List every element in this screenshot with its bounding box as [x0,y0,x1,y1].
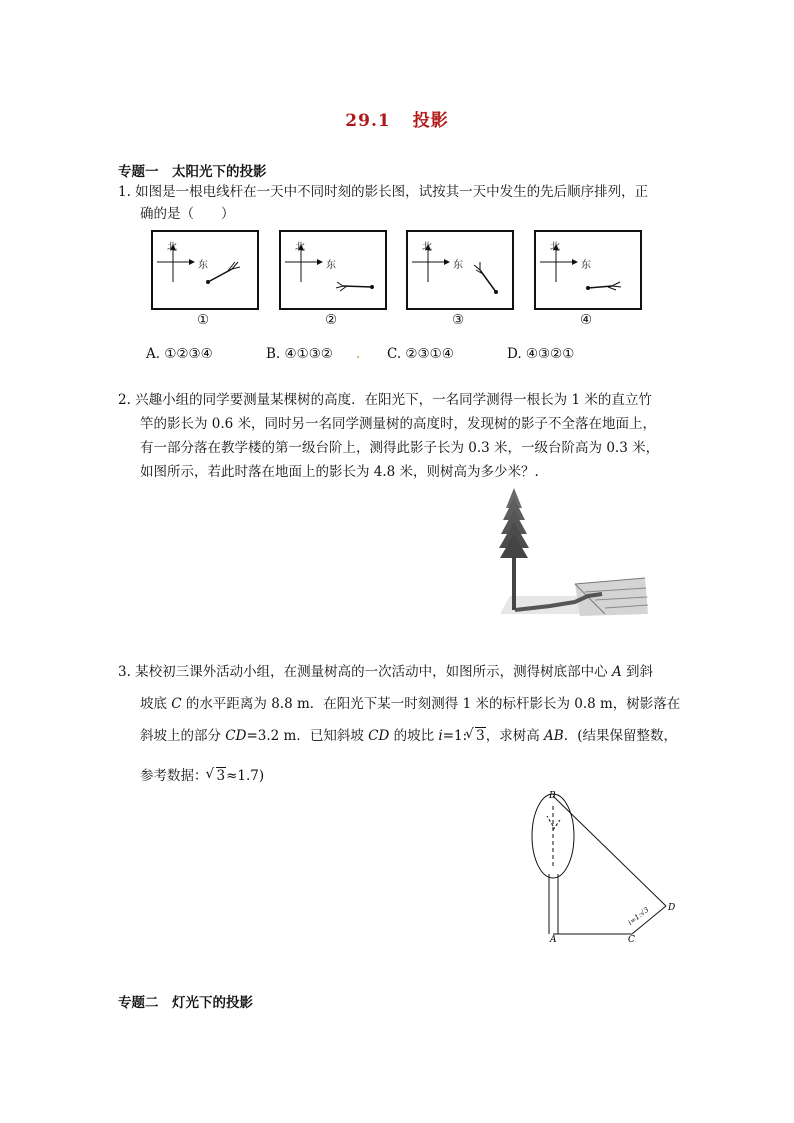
point-a-label: A [550,935,557,945]
panel-label-2: ② [324,312,338,328]
shadow-panel-1 [151,230,259,310]
q2-line2: 竿的影长为 0.6 米，同时另一名同学测量树的高度时，发现树的影子不全落在地面上， [140,416,657,432]
point-c-label: C [628,935,635,945]
east-label: 东 [453,260,463,271]
q2-line4: 如图所示，若此时落在地面上的影长为 4.8 米，则树高为多少米？. [140,464,539,480]
shadow-panel-2 [279,230,387,310]
shadow-panel-3 [406,230,514,310]
east-label: 东 [326,260,336,271]
q1-stem-line2: 确的是（ ） [140,206,235,222]
north-label: 北 [422,242,432,253]
q2-stem [118,388,688,484]
north-label: 北 [550,242,560,253]
q2-line1: 2. 兴趣小组的同学要测量某棵树的高度．在阳光下，一名同学测得一根长为 1 米的直立竹 [118,392,652,408]
option-c[interactable]: C. ②③①④ [387,346,454,362]
panel-label-4: ④ [579,312,593,328]
north-label: 北 [167,242,177,253]
q3-stem: 3. 某校初三课外活动小组，在测量树高的一次活动中，如图所示，测得树底部中心 A 到斜 坡底 C 的水平距离为 8.8 m．在阳光下某一时刻测得 1 米的标杆影长为 0.8 m，树影落在 斜坡上的部分 CD=3.2 m．已知斜坡 CD 的坡比 i=1:√ 3，求树高 AB．(结果保留整数， 参考数据：√ 3≈1.7) [118,656,688,792]
option-d[interactable]: D. ④③②① [507,346,575,362]
point-d-label: D [668,903,676,913]
stray-dot: . [356,346,361,362]
shadow-panel-4 [534,230,642,310]
section-heading-2: 专题二 灯光下的投影 [118,995,253,1011]
east-label: 东 [198,260,208,271]
east-label: 东 [581,260,591,271]
north-label: 北 [295,242,305,253]
panel-label-3: ③ [451,312,465,328]
tree-steps-figure [490,484,655,629]
page-title [0,106,794,131]
q1-stem-line1: 1. 如图是一根电线杆在一天中不同时刻的影长图，试按其一天中发生的先后顺序排列，正 [118,184,649,200]
title-number: 29.1 [345,111,391,131]
q2-line3: 有一部分落在教学楼的第一级台阶上，测得此影子长为 0.3 米，一级台阶高为 0.3 米， [140,440,660,456]
title-text: 投影 [412,111,449,131]
option-a[interactable]: A. ①②③④ [146,346,213,362]
section-heading-1: 专题一 太阳光下的投影 [118,164,267,180]
point-b-label: B [549,791,556,801]
tree-slope-figure [520,786,690,946]
slope-label: i=1:√3 [626,905,651,927]
option-b[interactable]: B. ④①③② [266,346,333,362]
panel-label-1: ① [196,312,210,328]
